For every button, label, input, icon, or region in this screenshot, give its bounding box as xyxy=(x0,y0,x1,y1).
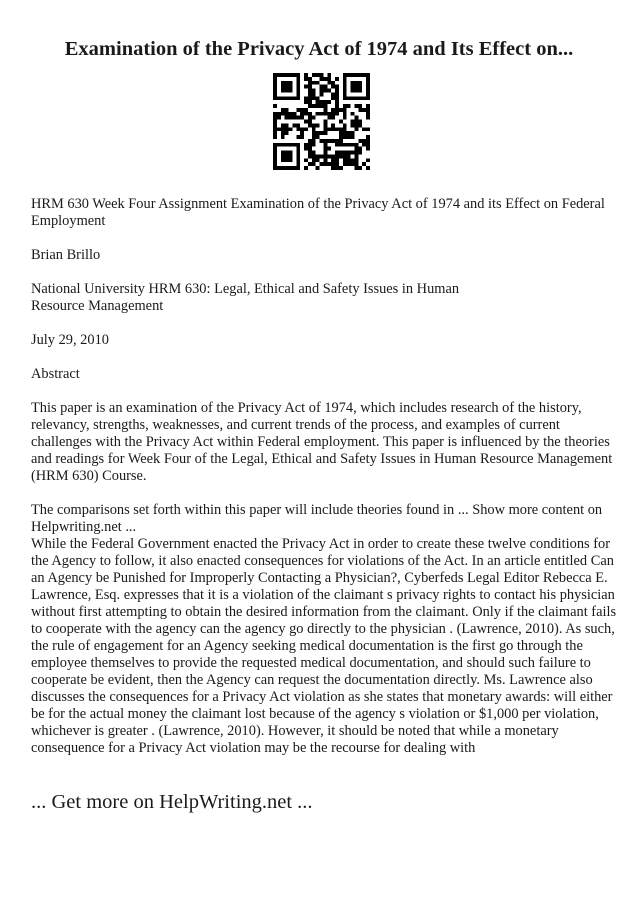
document-body xyxy=(31,196,621,774)
qr-code-icon xyxy=(273,73,370,170)
abstract-text: This paper is an examination of the Privacy Act of 1974, which includes research of the history, relevancy, strengths, weaknesses, and current trends of the process, and examples of current challenges with the Privacy Act within Federal employment. This paper is influenced by the theories and readings for Week Four of the Legal, Ethical and Safety Issues in Human Resource Management (HRM 630) Course. xyxy=(31,400,613,484)
document-title: Examination of the Privacy Act of 1974 and Its Effect on... xyxy=(64,38,574,60)
institution: National University HRM 630: Legal, Ethical and Safety Issues in Human Resource Management xyxy=(31,281,460,314)
author-name: Brian Brillo xyxy=(31,247,101,263)
get-more-link[interactable]: ... Get more on HelpWriting.net ... xyxy=(31,791,313,813)
main-paragraph: While the Federal Government enacted the Privacy Act in order to create these twelve conditions for the Agency to follow, it also enacted consequences for violations of the Act. In an article entitled Can an Agency be Punished for Improperly Contacting a Physician?, Cyberfeds Legal Editor Rebecca E. Lawrence, Esq. expresses that it is a violation of the claimant s privacy rights to contact his physician without first attempting to obtain the desired information from the claimant. Only if the claimant fails to cooperate with the agency can the agency go directly to the physician . (Lawrence, 2010). As such, the rule of engagement for an Agency seeking medical documentation is the first go through the employee themselves to provide the requested medical documentation, and should such failure to cooperate be evident, then the Agency can request the documentation directly. Ms. Lawrence also discusses the consequences for a Privacy Act violation as she states that monetary awards: will either be for the actual money the claimant lost because of the agency s violation or $1,000 per violation, whichever is greater . (Lawrence, 2010). However, it should be noted that while a monetary consequence for a Privacy Act violation may be the recourse for dealing with xyxy=(31,536,617,756)
comparisons-paragraph: The comparisons set forth within this paper will include theories found in ... Show more content on Helpwriting.net ... xyxy=(31,502,603,535)
assignment-heading: HRM 630 Week Four Assignment Examination of the Privacy Act of 1974 and its Effect on Federal Employment xyxy=(31,196,605,229)
abstract-label: Abstract xyxy=(31,366,80,382)
date: July 29, 2010 xyxy=(31,332,109,348)
